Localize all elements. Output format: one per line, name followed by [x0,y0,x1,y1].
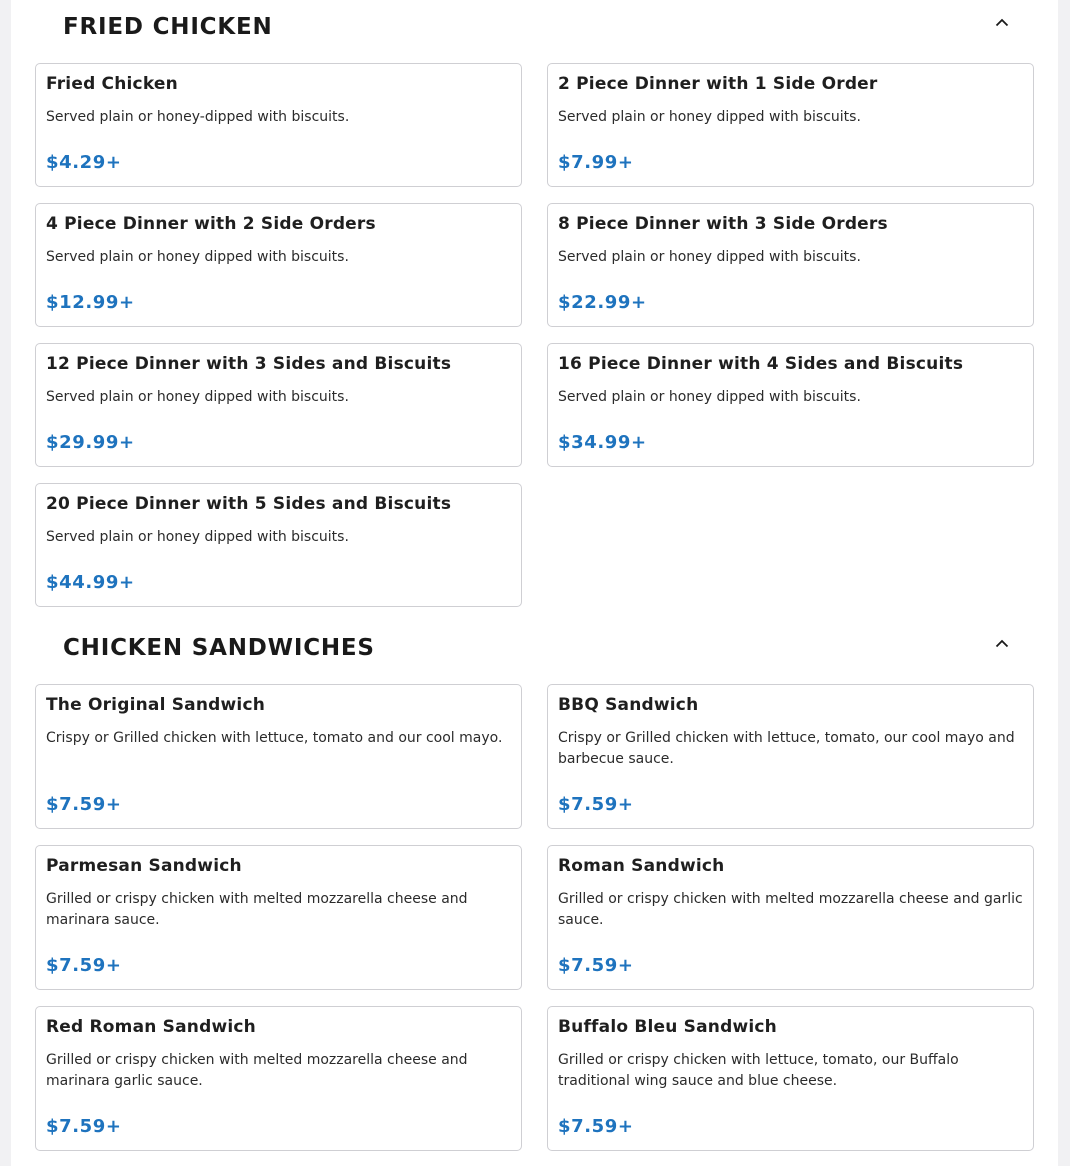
collapse-section-button[interactable] [992,633,1012,653]
menu-item-card[interactable] [35,1006,522,1151]
menu-item-card[interactable] [547,343,1034,467]
item-description: Served plain or honey dipped with biscuits. [46,389,349,405]
menu-item-card[interactable] [547,684,1034,829]
section-header [35,621,1034,684]
menu-page [11,0,1058,1166]
item-description: Served plain or honey dipped with biscuits. [46,529,349,545]
section-chicken-sandwiches [11,621,1058,1151]
item-price: $7.59+ [558,1116,634,1137]
item-description: Served plain or honey dipped with biscuits. [46,249,349,265]
item-name: Roman Sandwich [558,856,725,876]
item-name: 8 Piece Dinner with 3 Side Orders [558,214,888,234]
item-description: Served plain or honey dipped with biscuits. [558,109,861,125]
item-name: Red Roman Sandwich [46,1017,256,1037]
item-price: $7.59+ [46,1116,122,1137]
item-description: Grilled or crispy chicken with melted mozzarella cheese and garlic sauce. [558,891,1023,928]
item-price: $22.99+ [558,292,647,313]
menu-item-card[interactable] [35,684,522,829]
item-price: $29.99+ [46,432,135,453]
item-price: $7.99+ [558,152,634,173]
menu-item-grid [35,63,1034,607]
menu-item-grid [35,684,1034,1151]
item-description: Crispy or Grilled chicken with lettuce, tomato, our cool mayo and barbecue sauce. [558,730,1015,767]
collapse-section-button[interactable] [992,12,1012,32]
item-name: Fried Chicken [46,74,178,94]
chevron-up-icon [995,18,1009,27]
menu-item-card[interactable] [35,63,522,187]
item-name: The Original Sandwich [46,695,266,715]
menu-item-card[interactable] [547,63,1034,187]
item-name: 4 Piece Dinner with 2 Side Orders [46,214,376,234]
item-name: 2 Piece Dinner with 1 Side Order [558,74,878,94]
item-name: Buffalo Bleu Sandwich [558,1017,777,1037]
chevron-up-icon [995,639,1009,648]
menu-item-card[interactable] [35,203,522,327]
item-price: $12.99+ [46,292,135,313]
section-title: CHICKEN SANDWICHES [63,635,375,661]
item-price: $7.59+ [46,794,122,815]
item-name: Parmesan Sandwich [46,856,242,876]
item-description: Served plain or honey dipped with biscuits. [558,389,861,405]
menu-item-card[interactable] [547,845,1034,990]
menu-item-card[interactable] [35,845,522,990]
item-name: 20 Piece Dinner with 5 Sides and Biscuits [46,494,452,514]
item-name: 12 Piece Dinner with 3 Sides and Biscuits [46,354,452,374]
item-price: $7.59+ [558,794,634,815]
item-description: Served plain or honey dipped with biscuits. [558,249,861,265]
item-price: $7.59+ [558,955,634,976]
item-description: Crispy or Grilled chicken with lettuce, tomato and our cool mayo. [46,730,503,746]
menu-item-card[interactable] [547,203,1034,327]
item-price: $34.99+ [558,432,647,453]
section-header [35,0,1034,63]
menu-item-card[interactable] [547,1006,1034,1151]
menu-item-card[interactable] [35,343,522,467]
item-description: Grilled or crispy chicken with melted mozzarella cheese and marinara garlic sauce. [46,1052,468,1089]
item-price: $44.99+ [46,572,135,593]
item-description: Grilled or crispy chicken with lettuce, tomato, our Buffalo traditional wing sauce and blue cheese. [558,1052,959,1089]
item-description: Served plain or honey-dipped with biscuits. [46,109,350,125]
item-price: $4.29+ [46,152,122,173]
item-price: $7.59+ [46,955,122,976]
item-name: 16 Piece Dinner with 4 Sides and Biscuits [558,354,964,374]
item-description: Grilled or crispy chicken with melted mozzarella cheese and marinara sauce. [46,891,468,928]
item-name: BBQ Sandwich [558,695,699,715]
section-fried-chicken [11,0,1058,607]
menu-item-card[interactable] [35,483,522,607]
section-title: FRIED CHICKEN [63,14,273,40]
